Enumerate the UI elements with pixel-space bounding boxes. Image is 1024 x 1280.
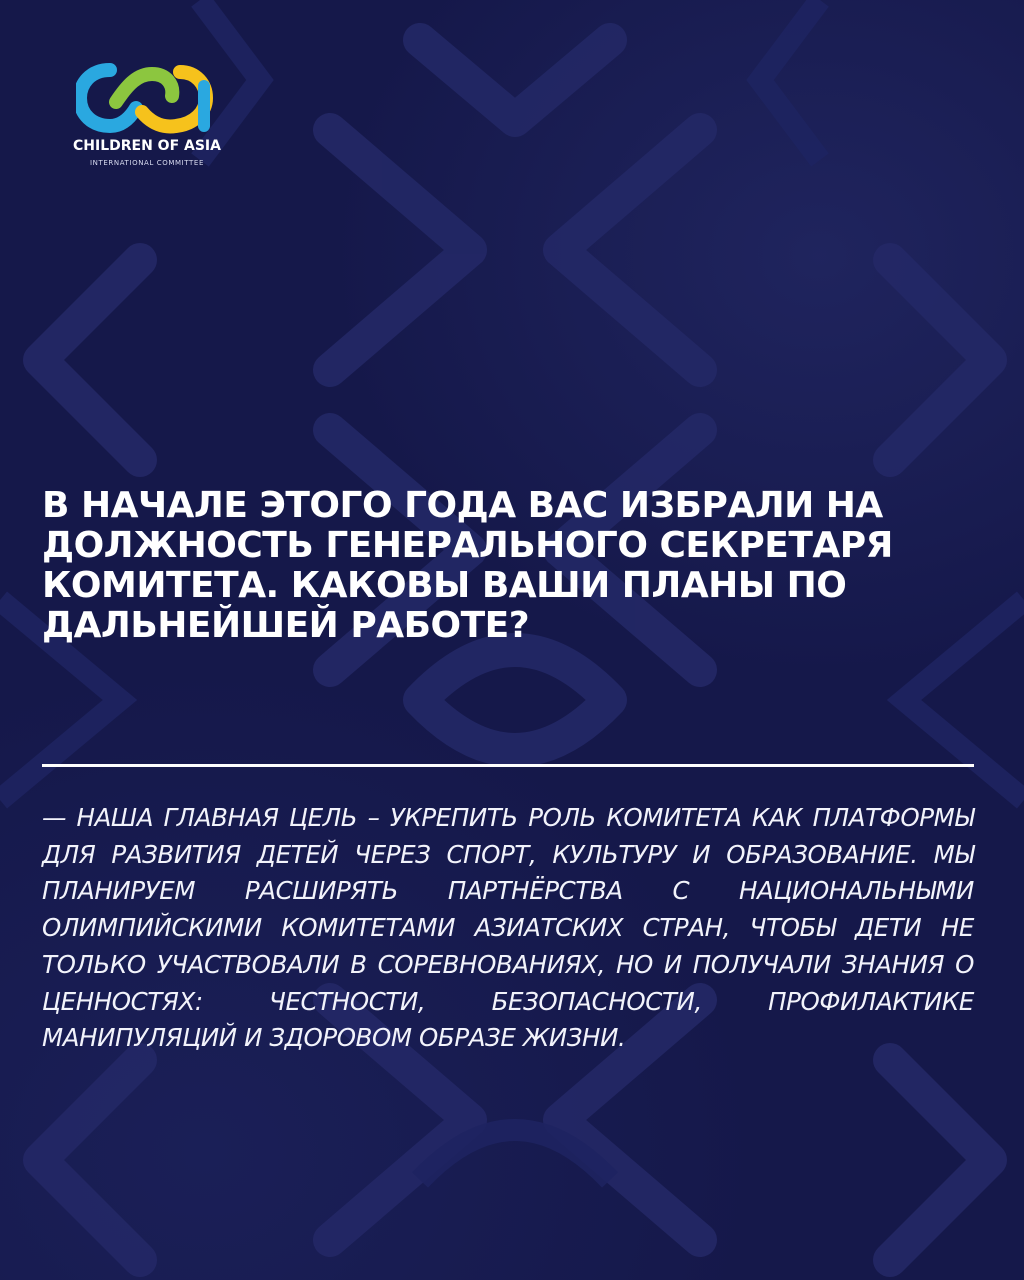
logo-mark-icon [76,62,216,134]
question-heading: В НАЧАЛЕ ЭТОГО ГОДА ВАС ИЗБРАЛИ НА ДОЛЖНОСТЬ ГЕНЕРАЛЬНОГО СЕКРЕТАРЯ КОМИТЕТА. КАКОВЫ ВАШИ ПЛАНЫ ПО ДАЛЬНЕЙШЕЙ РАБОТЕ? [42,485,893,646]
answer-text: — НАША ГЛАВНАЯ ЦЕЛЬ – УКРЕПИТЬ РОЛЬ КОМИТЕТА КАК ПЛАТФОРМЫ ДЛЯ РАЗВИТИЯ ДЕТЕЙ ЧЕРЕЗ СПОРТ, КУЛЬТУРУ И ОБРАЗОВАНИЕ. МЫ ПЛАНИРУЕМ РАСШИРЯТЬ ПАРТНЁРСТВА С НАЦИОНАЛЬНЫМИ ОЛИМПИЙСКИМИ КОМИТЕТАМИ АЗИАТСКИХ СТРАН, ЧТОБЫ ДЕТИ НЕ ТОЛЬКО УЧАСТВОВАЛИ В СОРЕВНОВАНИЯХ, НО И ПОЛУЧАЛИ ЗНАНИЯ О ЦЕННОСТЯХ: ЧЕСТНОСТИ, БЕЗОПАСНОСТИ, ПРОФИЛАКТИКЕ МАНИПУЛЯЦИЙ И ЗДОРОВОМ ОБРАЗЕ ЖИЗНИ. [42,803,974,1053]
logo-name: CHILDREN OF ASIA [73,138,221,154]
logo [62,62,232,180]
divider [42,764,974,767]
logo-subtitle: INTERNATIONAL COMMITTEE [90,159,204,167]
